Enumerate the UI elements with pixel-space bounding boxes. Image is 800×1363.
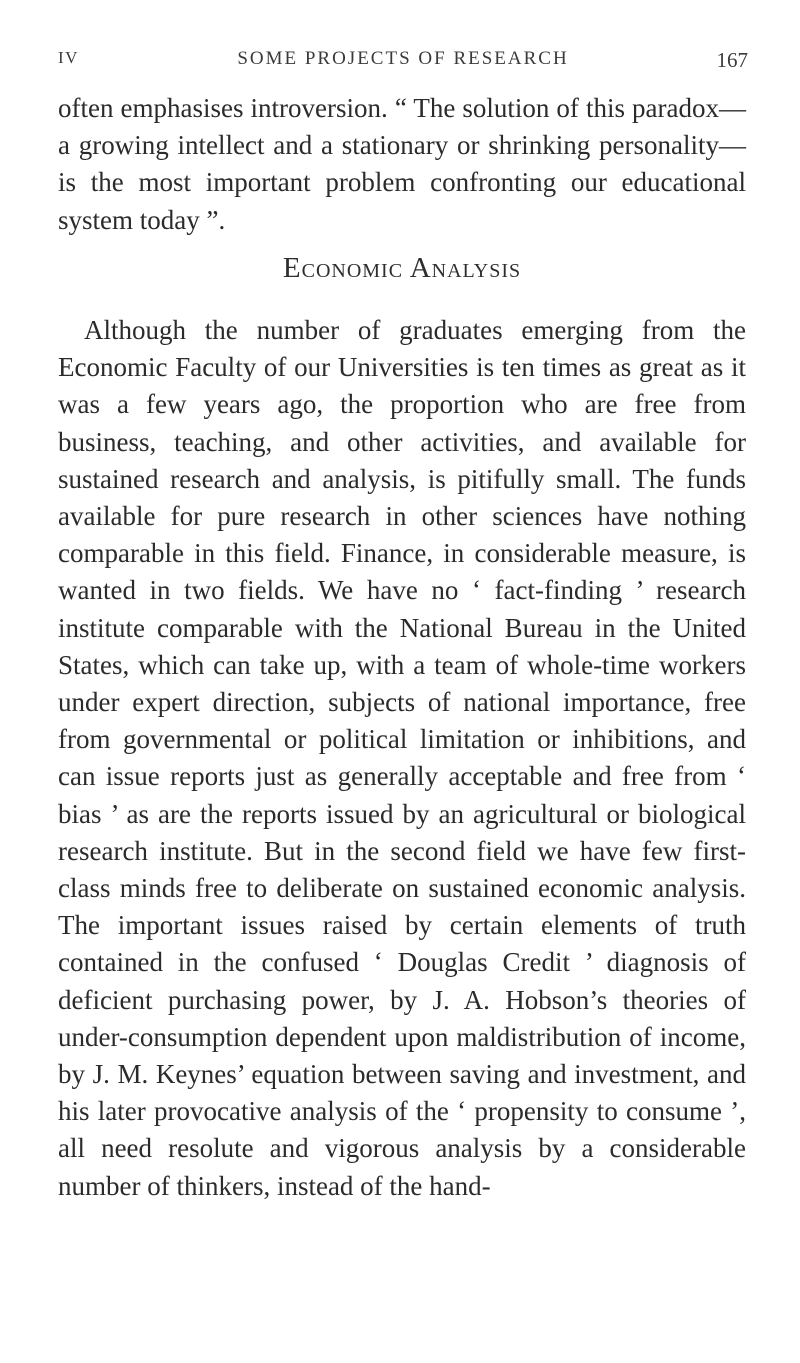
chapter-number: IV (58, 48, 79, 67)
section-heading: Economic Analysis (282, 252, 522, 284)
running-head (58, 48, 748, 78)
paragraph-continued: often emphasises introversion. “ The solution of this paradox—a growing intellect and a stationary or shrinking personality—is the most important problem confronting our educational system today ”. (58, 93, 746, 235)
page-number: 167 (716, 48, 748, 72)
book-page (58, 0, 748, 1363)
paragraph-economic-analysis: Although the number of graduates emerging from the Economic Faculty of our Universities is ten times as great as it was a few years ago, the proportion who are free from business, teaching, and other activities, and available for sustained research and analysis, is pitifully small. The funds available for pure research in other sciences have nothing comparable in this field. Finance, in considerable measure, is wanted in two fields. We have no ‘ fact-finding ’ research institute comparable with the National Bureau in the United States, which can take up, with a team of whole-time workers under expert direction, subjects of national importance, free from governmental or political limitation or inhibitions, and can issue reports just as generally acceptable and free from ‘ bias ’ as are the reports issued by an agricultural or biological research institute. But in the second field we have few first-class minds free to deliberate on sustained economic analysis. The important issues raised by certain elements of truth contained in the confused ‘ Douglas Credit ’ diagnosis of deficient purchasing power, by J. A. Hobson’s theories of under-consumption dependent upon maldistribution of income, by J. M. Keynes’ equation between saving and investment, and his later provocative analysis of the ‘ propensity to consume ’, all need resolute and vigorous analysis by a considerable number of thinkers, instead of the hand- (58, 315, 746, 1201)
running-title: SOME PROJECTS OF RESEARCH (237, 48, 569, 69)
